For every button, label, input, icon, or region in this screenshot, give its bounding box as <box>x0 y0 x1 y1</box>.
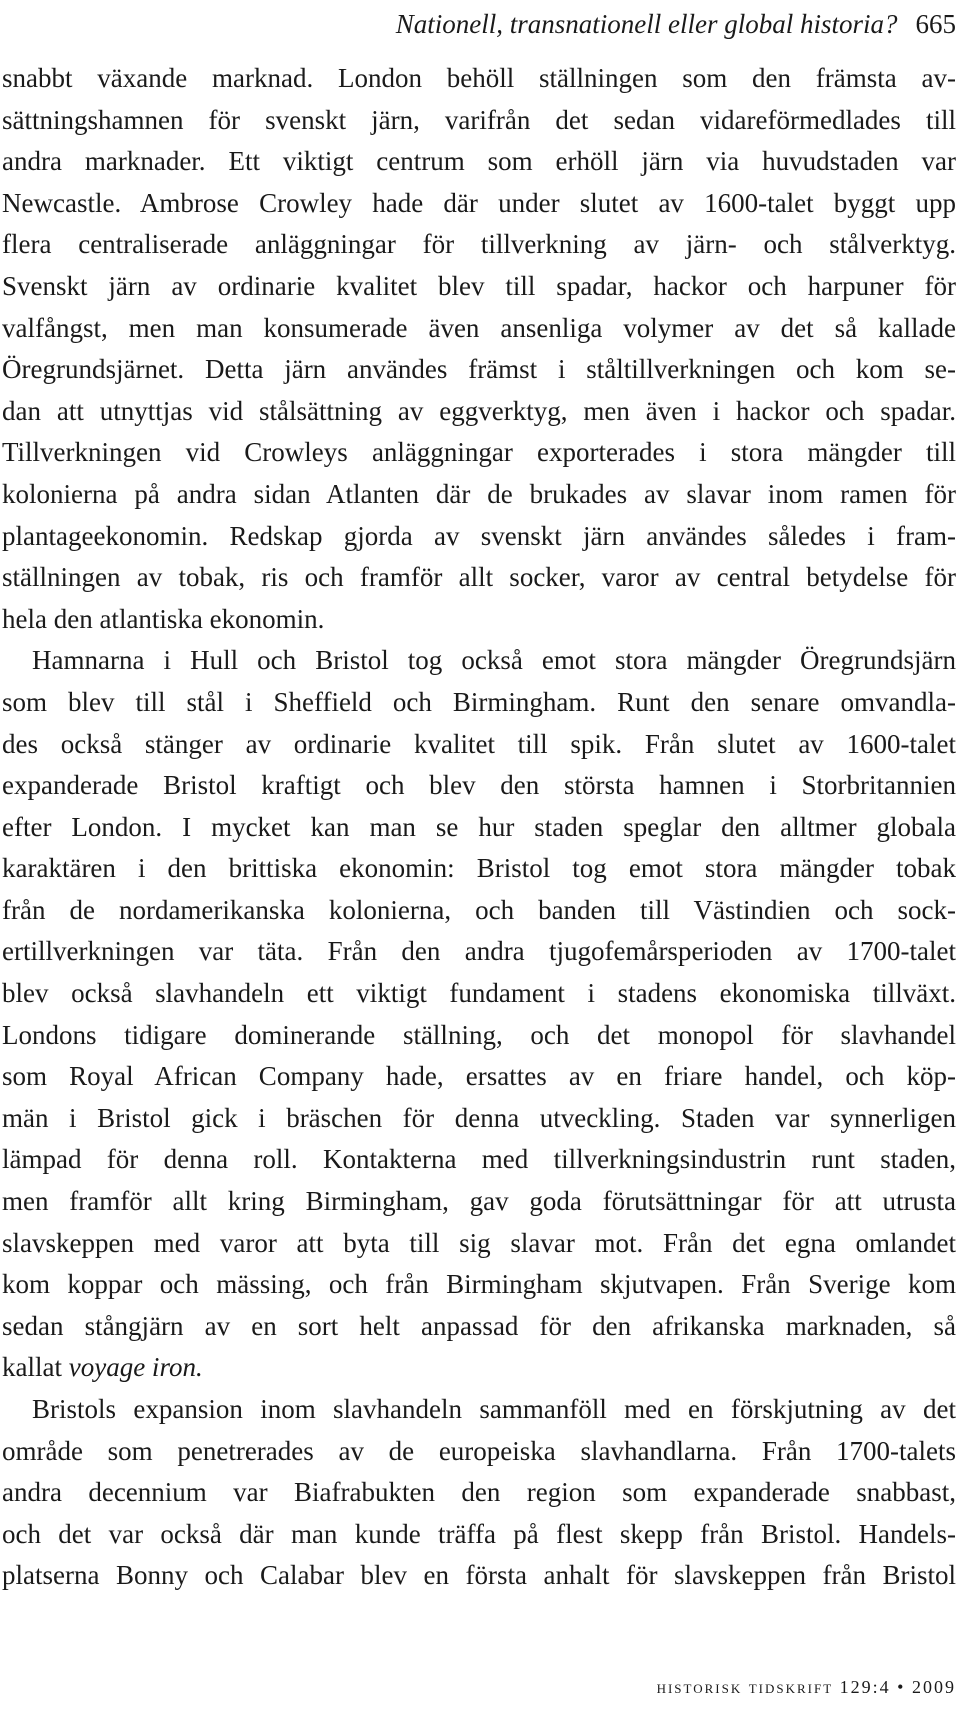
text-line: sedan stångjärn av en sort helt anpassad för den afrikanska marknaden, så <box>2 1310 956 1341</box>
text-line: andra marknader. Ett viktigt centrum som erhöll järn via huvudstaden var <box>2 146 956 177</box>
text-line: från de nordamerikanska kolonierna, och banden till Västindien och sock- <box>2 894 956 925</box>
text-line: platserna Bonny och Calabar blev en första anhalt för slavskeppen från Bristol <box>2 1560 956 1591</box>
text-line: flera centraliserade anläggningar för tillverkning av järn- och stålverktyg. <box>2 229 956 260</box>
text-line: Newcastle. Ambrose Crowley hade där under slutet av 1600-talet byggt upp <box>2 187 956 218</box>
text-line: andra decennium var Biafrabukten den region som expanderade snabbast, <box>2 1477 956 1508</box>
body-text <box>2 58 956 1597</box>
text-line: som blev till stål i Sheffield och Birmingham. Runt den senare omvandla- <box>2 686 956 717</box>
journal-footer: historisk tidskrift 129:4 • 2009 <box>656 1677 956 1697</box>
text-line: hela den atlantiska ekonomin. <box>2 603 325 634</box>
text-line: Tillverkningen vid Crowleys anläggningar exporterades i stora mängder till <box>2 437 956 468</box>
text-line: plantageekonomin. Redskap gjorda av svenskt järn användes således i fram- <box>2 520 956 551</box>
text-line <box>2 1347 956 1389</box>
text-line: sättningshamnen för svenskt järn, varifrån det sedan vidareförmedlades till <box>2 104 956 135</box>
text-line: ertillverkningen var täta. Från den andra tjugofemårsperioden av 1700-talet <box>2 936 956 967</box>
text-segment: kallat <box>2 1352 69 1383</box>
text-line: Svenskt järn av ordinarie kvalitet blev till spadar, hackor och harpuner för <box>2 270 956 301</box>
text-line: valfångst, men man konsumerade även ansenliga volymer av det så kallade <box>2 312 956 343</box>
text-line: slavskeppen med varor att byta till sig slavar mot. Från det egna omlandet <box>2 1227 956 1258</box>
text-line: område som penetrerades av de europeiska slavhandlarna. Från 1700-talets <box>2 1435 956 1466</box>
text-line: Bristols expansion inom slavhandeln sammanföll med en förskjutning av det <box>32 1394 956 1424</box>
text-line: ställningen av tobak, ris och framför allt socker, varor av central betydelse för <box>2 562 956 593</box>
text-line: som Royal African Company hade, ersattes av en friare handel, och köp- <box>2 1061 956 1092</box>
text-line: och det var också där man kunde träffa på flest skepp från Bristol. Handels- <box>2 1518 956 1549</box>
running-head <box>0 4 956 44</box>
text-line: men framför allt kring Birmingham, gav goda förutsättningar för att utrusta <box>2 1186 956 1217</box>
text-line: snabbt växande marknad. London behöll ställningen som den främsta av- <box>2 63 956 93</box>
text-line: kom koppar och mässing, och från Birmingham skjutvapen. Från Sverige kom <box>2 1269 956 1300</box>
text-line: Hamnarna i Hull och Bristol tog också emot stora mängder Öregrundsjärn <box>32 645 956 676</box>
text-line: Öregrundsjärnet. Detta järn användes främst i ståltillverkningen och kom se- <box>2 354 956 385</box>
italic-term: voyage iron. <box>68 1352 203 1383</box>
text-line: blev också slavhandeln ett viktigt fundament i stadens ekonomiska tillväxt. <box>2 978 956 1009</box>
text-line: efter London. I mycket kan man se hur staden speglar den alltmer globala <box>2 811 956 842</box>
text-line: des också stänger av ordinarie kvalitet till spik. Från slutet av 1600-talet <box>2 728 956 759</box>
running-head-title: Nationell, transnationell eller global historia? <box>395 9 898 39</box>
text-line: lämpad för denna roll. Kontakterna med tillverkningsindustrin runt staden, <box>2 1144 956 1175</box>
page-number: 665 <box>915 9 956 39</box>
text-line: karaktären i den brittiska ekonomin: Bristol tog emot stora mängder tobak <box>2 853 956 884</box>
text-line: dan att utnyttjas vid stålsättning av eggverktyg, men även i hackor och spadar. <box>2 395 956 426</box>
text-line: kolonierna på andra sidan Atlanten där de brukades av slavar inom ramen för <box>2 478 956 509</box>
text-line: expanderade Bristol kraftigt och blev den största hamnen i Storbritannien <box>2 770 956 801</box>
text-line: Londons tidigare dominerande ställning, och det monopol för slavhandel <box>2 1019 956 1050</box>
text-line: män i Bristol gick i bräschen för denna utveckling. Staden var synnerligen <box>2 1102 956 1133</box>
